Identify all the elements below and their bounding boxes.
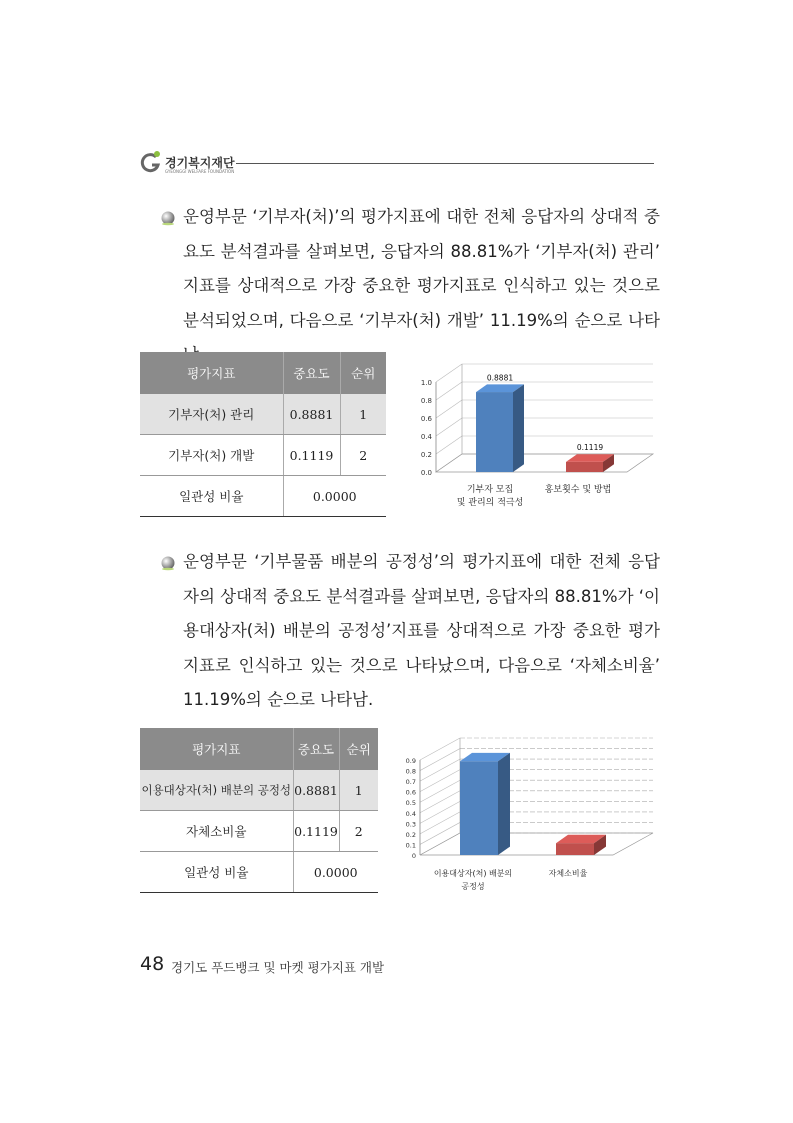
bullet-sphere-icon xyxy=(160,555,176,571)
grid-line-diagonal xyxy=(436,364,462,382)
header-rank: 순위 xyxy=(340,352,386,394)
grid-line-diagonal xyxy=(420,791,460,813)
x-tick-label: 기부자 모집 xyxy=(466,485,514,495)
table-row xyxy=(140,435,386,476)
x-tick-label: 및 관리의 적극성 xyxy=(456,498,524,508)
rank-cell: 1 xyxy=(340,394,386,435)
importance-cell: 0.8881 xyxy=(293,770,339,811)
header-rule xyxy=(236,163,654,164)
y-tick-label: 0.2 xyxy=(420,451,432,459)
chart-floor xyxy=(420,833,653,855)
data-label: 0.1119 xyxy=(576,443,604,453)
table-row xyxy=(140,394,386,435)
bar-side xyxy=(498,753,510,855)
y-tick-label: 0.6 xyxy=(405,788,416,797)
rank-cell: 1 xyxy=(339,770,378,811)
grid-line-diagonal xyxy=(420,780,460,802)
table-header-row xyxy=(140,728,378,770)
consistency-value: 0.0000 xyxy=(293,852,378,893)
y-tick-label: 0.1 xyxy=(405,841,416,850)
importance-chart-1 xyxy=(408,355,658,515)
grid-line-diagonal xyxy=(420,738,460,760)
rank-cell: 2 xyxy=(339,811,378,852)
data-label: 0.8881 xyxy=(486,373,514,383)
table-header-row xyxy=(140,352,386,394)
importance-chart-2 xyxy=(398,728,656,908)
grid-line-diagonal xyxy=(436,436,462,454)
x-tick-label: 공정성 xyxy=(461,882,485,891)
bar-side xyxy=(513,384,524,472)
consistency-row xyxy=(140,852,378,893)
y-tick-label: 0.8 xyxy=(405,767,416,776)
grid-line-diagonal xyxy=(436,400,462,418)
importance-cell: 0.1119 xyxy=(293,811,339,852)
grid-line-diagonal xyxy=(420,801,460,823)
bar xyxy=(476,392,513,472)
index-table-2 xyxy=(140,728,378,893)
grid-line-diagonal xyxy=(420,759,460,781)
importance-cell: 0.8881 xyxy=(283,394,340,435)
y-tick-label: 0.4 xyxy=(405,809,416,818)
indicator-cell: 기부자(처) 관리 xyxy=(140,394,283,435)
bar xyxy=(556,843,594,855)
grid-line-diagonal xyxy=(420,770,460,792)
bar xyxy=(460,761,498,855)
grid-line-diagonal xyxy=(420,822,460,844)
foundation-logo-icon xyxy=(140,150,162,174)
grid-line-diagonal xyxy=(420,812,460,834)
y-tick-label: 0.4 xyxy=(420,433,432,441)
rank-cell: 2 xyxy=(340,435,386,476)
header-indicator: 평가지표 xyxy=(140,728,293,770)
consistency-value: 0.0000 xyxy=(283,476,386,517)
indicator-cell: 자체소비율 xyxy=(140,811,293,852)
header-indicator: 평가지표 xyxy=(140,352,283,394)
x-tick-label: 이용대상자(처) 배분의 xyxy=(433,869,513,878)
table-row xyxy=(140,770,378,811)
y-tick-label: 0 xyxy=(411,852,416,860)
page-number: 48 xyxy=(140,953,165,975)
table-row xyxy=(140,811,378,852)
org-name: 경기복지재단 xyxy=(165,156,235,170)
index-table-1 xyxy=(140,352,386,517)
indicator-cell: 기부자(처) 개발 xyxy=(140,435,283,476)
header-importance: 중요도 xyxy=(293,728,339,770)
y-tick-label: 0.7 xyxy=(405,778,416,787)
y-tick-label: 0.2 xyxy=(405,830,416,839)
y-tick-label: 0.3 xyxy=(405,820,416,829)
y-tick-label: 1.0 xyxy=(420,379,432,387)
org-subtitle: GYEONGGI WELFARE FOUNDATION xyxy=(165,169,235,174)
y-tick-label: 0.6 xyxy=(420,415,432,423)
y-tick-label: 0.9 xyxy=(405,757,416,765)
paragraph-text: 운영부문 ‘기부물품 배분의 공정성’의 평가지표에 대한 전체 응답자의 상대적 중요도 분석결과를 살펴보면, 응답자의 88.81%가 ‘이용대상자(처) 배분의 공정성’지표를 상대적으로 가장 중요한 평가지표로 인식하고 있는 것으로 나타났으며, 다음으로 ‘자체소비율’ 11.19%의 순으로 나타남. xyxy=(183,552,660,709)
consistency-label: 일관성 비율 xyxy=(140,852,293,893)
y-tick-label: 0.5 xyxy=(405,799,416,808)
x-tick-label: 홍보횟수 및 방법 xyxy=(544,485,612,495)
consistency-label: 일관성 비율 xyxy=(140,476,283,517)
y-tick-label: 0.0 xyxy=(420,469,432,477)
grid-line-diagonal xyxy=(436,382,462,400)
importance-cell: 0.1119 xyxy=(283,435,340,476)
grid-line-diagonal xyxy=(420,749,460,771)
bullet-sphere-icon xyxy=(160,210,176,226)
bar xyxy=(566,462,603,472)
header-importance: 중요도 xyxy=(283,352,340,394)
paragraph-2 xyxy=(160,545,660,718)
paragraph-text: 운영부문 ‘기부자(처)’의 평가지표에 대한 전체 응답자의 상대적 중요도 분석결과를 살펴보면, 응답자의 88.81%가 ‘기부자(처) 관리’ 지표를 상대적으로 가장 중요한 평가지표로 인식하고 있는 것으로 분석되었으며, 다음으로 ‘기부자(처) 개발’ 11.19%의 순으로 나타 xyxy=(183,207,660,330)
chart-floor xyxy=(436,454,653,472)
footer-title: 경기도 푸드뱅크 및 마켓 평가지표 개발 xyxy=(171,960,385,975)
header-rank: 순위 xyxy=(339,728,378,770)
y-tick-label: 0.8 xyxy=(420,397,432,405)
x-tick-label: 자체소비율 xyxy=(548,869,588,878)
consistency-row xyxy=(140,476,386,517)
paragraph-1 xyxy=(160,200,660,373)
indicator-cell: 이용대상자(처) 배분의 공정성 xyxy=(140,770,293,811)
grid-line-diagonal xyxy=(436,418,462,436)
